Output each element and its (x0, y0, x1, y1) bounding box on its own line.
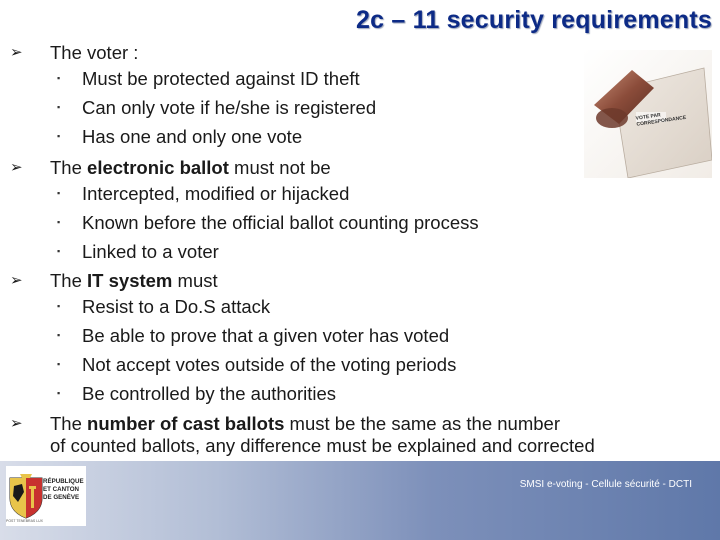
footer-band (0, 461, 720, 540)
list-item (56, 292, 720, 321)
square-bullet-icon: ▪ (57, 217, 61, 227)
square-bullet-icon: ▪ (57, 102, 61, 112)
heading-text: The (50, 413, 88, 434)
square-bullet-icon: ▪ (57, 388, 61, 398)
list-item (56, 179, 720, 208)
square-bullet-icon: ▪ (57, 359, 61, 369)
logo-text-line: RÉPUBLIQUE (43, 478, 84, 485)
arrow-bullet-icon: ➢ (10, 159, 23, 176)
square-bullet-icon: ▪ (57, 73, 61, 83)
item-text: Linked to a voter (82, 241, 219, 262)
section-heading (50, 270, 720, 292)
geneva-coat-of-arms-icon (8, 472, 44, 520)
section-continuation: of counted ballots, any difference must be explained and corrected (50, 435, 595, 456)
item-text: Has one and only one vote (82, 126, 303, 147)
arrow-bullet-icon: ➢ (10, 415, 23, 432)
list-item (56, 321, 720, 350)
square-bullet-icon: ▪ (57, 131, 61, 141)
square-bullet-icon: ▪ (57, 330, 61, 340)
footer-text: SMSI e-voting - Cellule sécurité - DCTI (519, 479, 692, 490)
item-text: Known before the official ballot counting process (82, 212, 479, 233)
square-bullet-icon: ▪ (57, 301, 61, 311)
arrow-bullet-icon: ➢ (10, 44, 23, 61)
heading-text: must be the same as the number (284, 413, 560, 434)
logo-text (43, 478, 84, 502)
item-text: Intercepted, modified or hijacked (82, 183, 350, 204)
section-heading (50, 413, 720, 435)
heading-text: must (172, 270, 218, 291)
square-bullet-icon: ▪ (57, 188, 61, 198)
heading-text: must not be (228, 157, 331, 178)
card-label: VOTE PAR CORRESPONDANCE (635, 112, 687, 128)
item-text: Be able to prove that a given voter has voted (82, 325, 450, 346)
item-text: Be controlled by the authorities (82, 383, 337, 404)
heading-text: The voter : (50, 42, 139, 63)
heading-bold-text: number of cast ballots (87, 413, 285, 434)
list-item (56, 350, 720, 379)
square-bullet-icon: ▪ (57, 246, 61, 256)
heading-bold-text: IT system (87, 270, 173, 291)
item-text: Must be protected against ID theft (82, 68, 360, 89)
heading-text: The (50, 270, 88, 291)
heading-text: The (50, 157, 88, 178)
list-item (56, 379, 720, 408)
list-item (56, 208, 720, 237)
item-text: Can only vote if he/she is registered (82, 97, 377, 118)
section-it-system (0, 270, 720, 408)
logo-text-line: DE GENÈVE (43, 494, 80, 501)
item-text: Not accept votes outside of the voting periods (82, 354, 457, 375)
list-item (56, 237, 720, 266)
section-ballot-count (0, 413, 720, 457)
item-text: Resist to a Do.S attack (82, 296, 271, 317)
arrow-bullet-icon: ➢ (10, 272, 23, 289)
slide-title: 2c – 11 security requirements (356, 6, 712, 34)
heading-bold-text: electronic ballot (87, 157, 229, 178)
logo-text-line: ET CANTON (43, 486, 79, 493)
logo-motto: POST TENEBRAS LUX (6, 519, 44, 523)
